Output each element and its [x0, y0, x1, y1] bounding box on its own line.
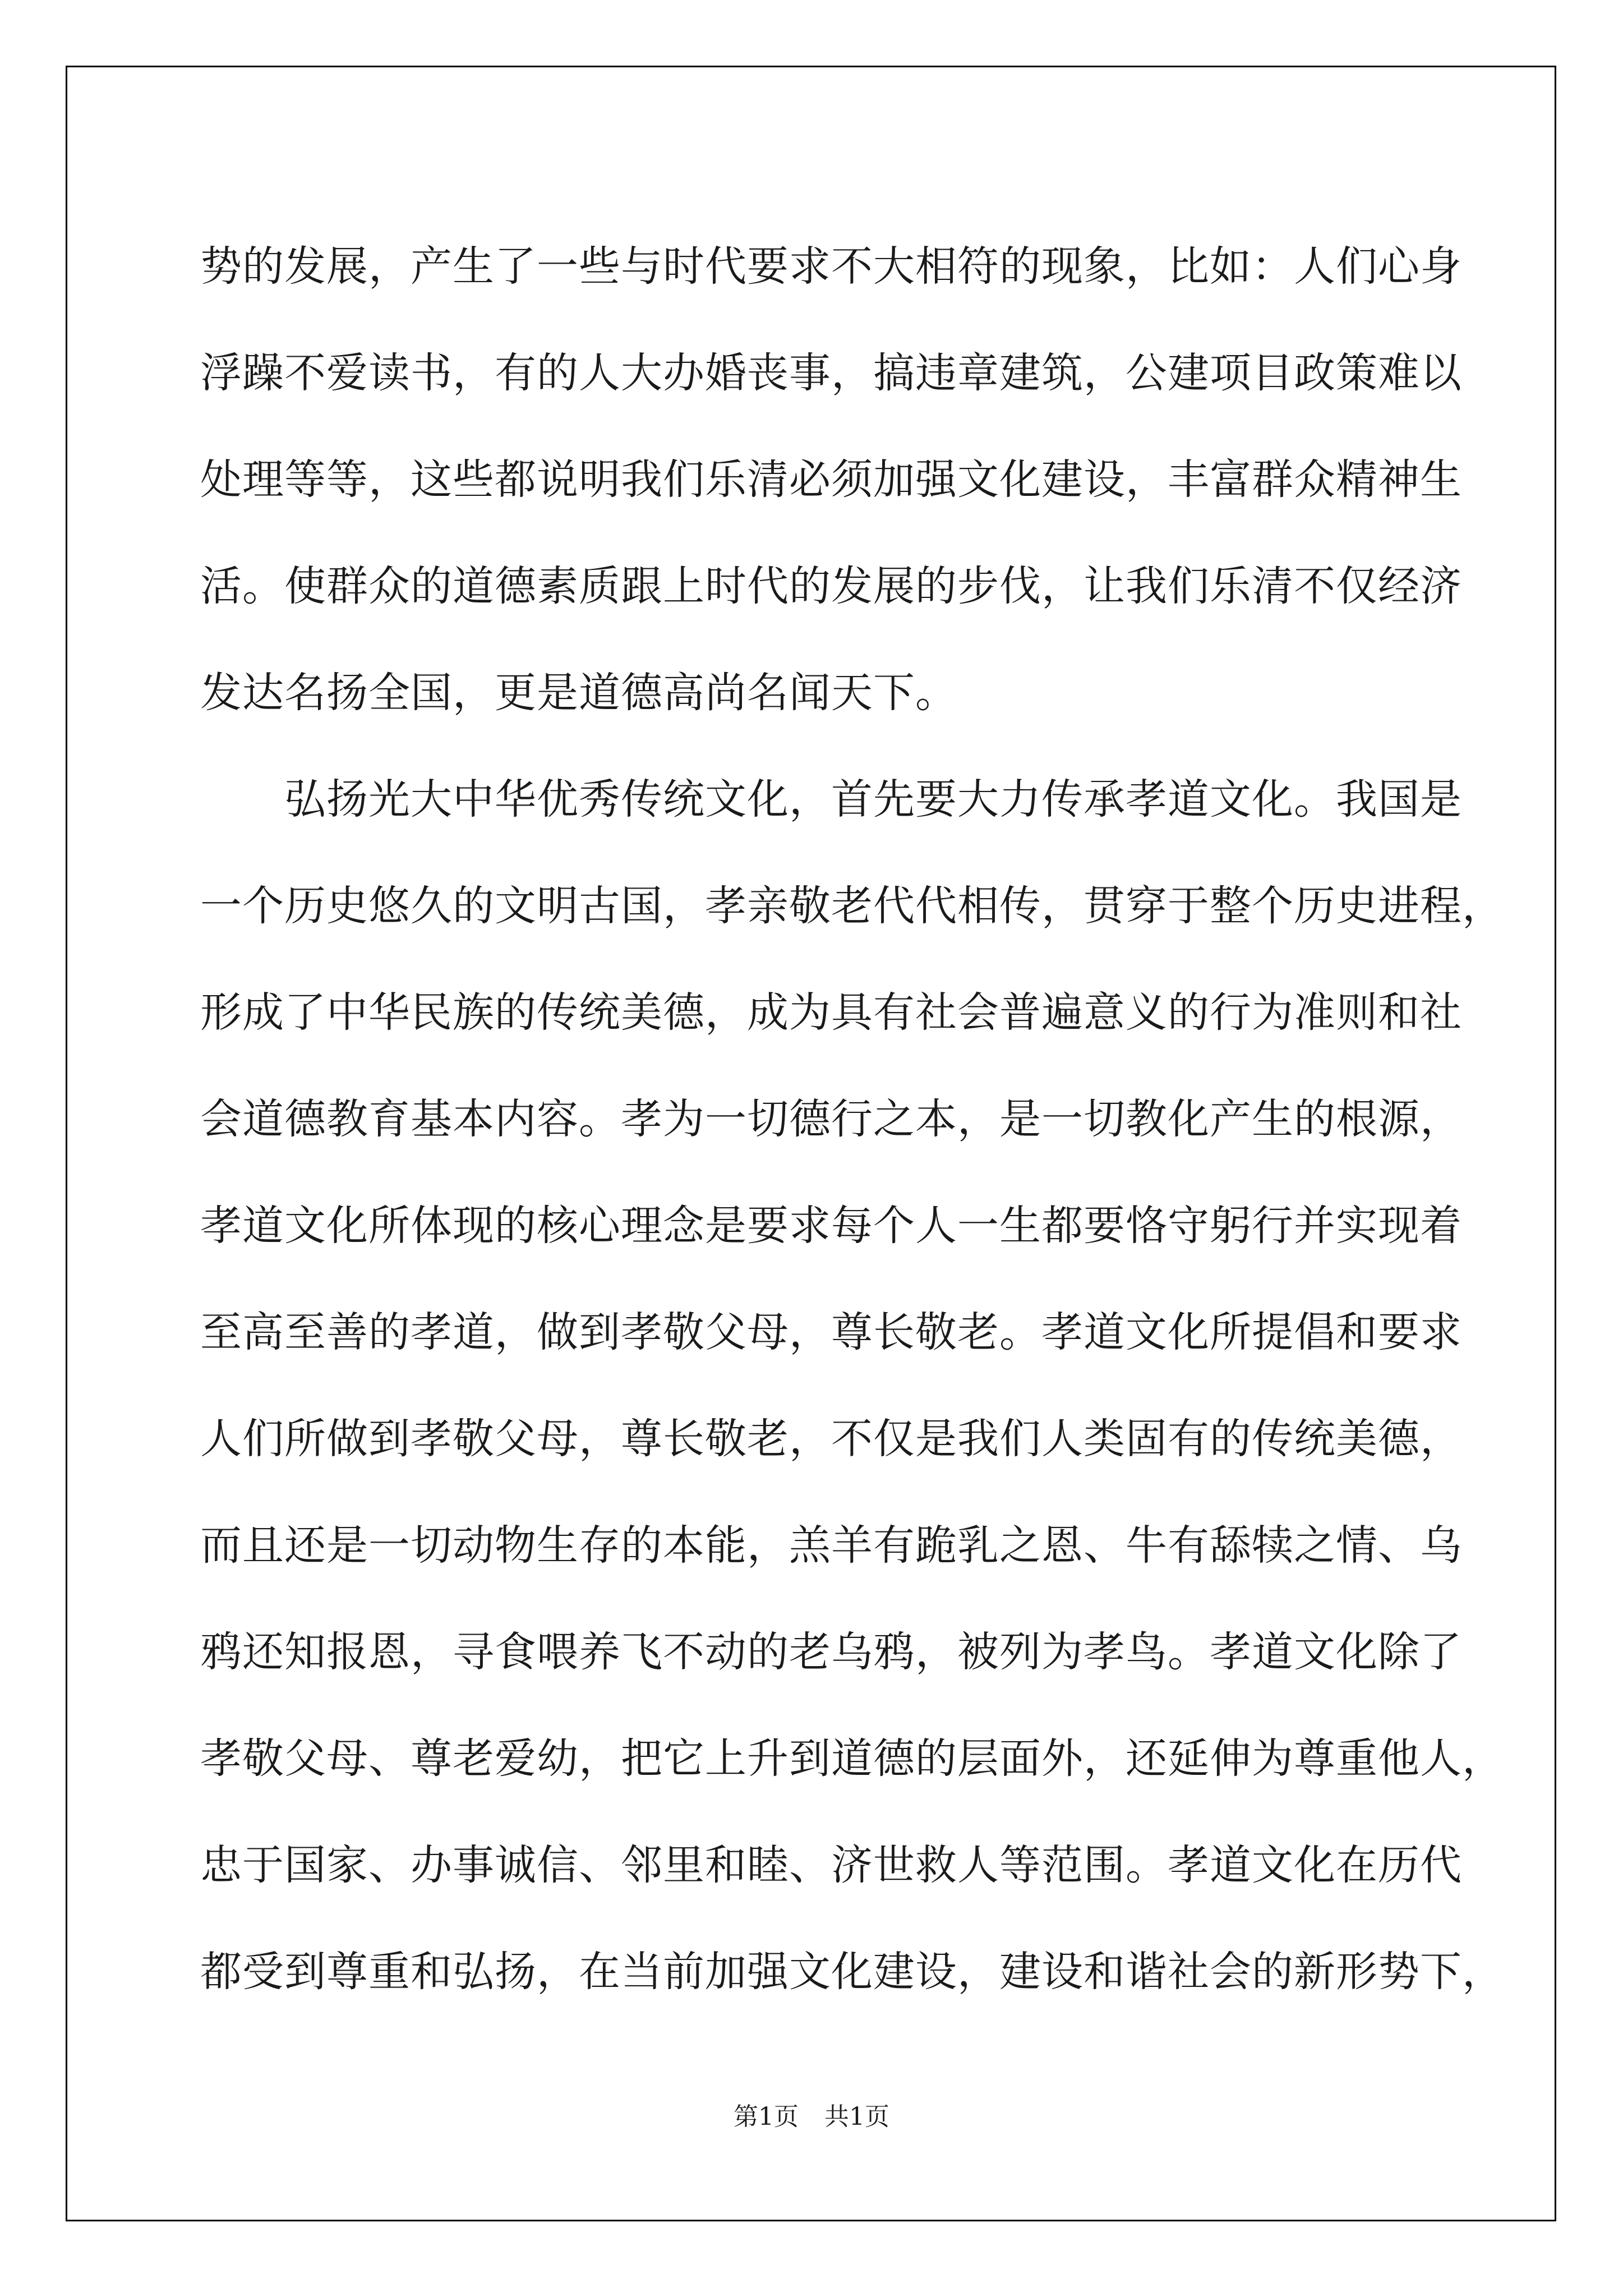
text-line: 一个历史悠久的文明古国，孝亲敬老代代相传，贯穿于整个历史进程， [200, 882, 1504, 930]
text-line: 形成了中华民族的传统美德，成为具有社会普遍意义的行为准则和社 [200, 988, 1462, 1037]
page-total: 共1页 [824, 2102, 889, 2131]
page-number: 第1页 [734, 2102, 799, 2131]
text-line: 孝道文化所体现的核心理念是要求每个人一生都要恪守躬行并实现着 [200, 1202, 1462, 1250]
text-line: 处理等等，这些都说明我们乐清必须加强文化建设，丰富群众精神生 [200, 455, 1462, 504]
text-line: 会道德教育基本内容。孝为一切德行之本，是一切教化产生的根源， [200, 1095, 1462, 1143]
text-line: 忠于国家、办事诚信、邻里和睦、济世救人等范围。孝道文化在历代 [200, 1841, 1462, 1889]
text-line: 弘扬光大中华优秀传统文化，首先要大力传承孝道文化。我国是 [200, 775, 1462, 823]
page-footer [0, 2100, 1623, 2134]
text-line: 鸦还知报恩，寻食喂养飞不动的老乌鸦，被列为孝鸟。孝道文化除了 [200, 1628, 1462, 1676]
text-line: 人们所做到孝敬父母，尊长敬老，不仅是我们人类固有的传统美德， [200, 1415, 1462, 1463]
document-body [200, 213, 1504, 2025]
text-line: 浮躁不爱读书，有的人大办婚丧事，搞违章建筑，公建项目政策难以 [200, 349, 1462, 397]
text-line: 势的发展，产生了一些与时代要求不大相符的现象，比如：人们心身 [200, 242, 1462, 291]
text-line: 至高至善的孝道，做到孝敬父母，尊长敬老。孝道文化所提倡和要求 [200, 1308, 1462, 1356]
text-line: 活。使群众的道德素质跟上时代的发展的步伐，让我们乐清不仅经济 [200, 562, 1462, 610]
text-line: 都受到尊重和弘扬，在当前加强文化建设，建设和谐社会的新形势下， [200, 1948, 1504, 1996]
text-line: 孝敬父母、尊老爱幼，把它上升到道德的层面外，还延伸为尊重他人， [200, 1734, 1504, 1783]
text-line: 而且还是一切动物生存的本能，羔羊有跪乳之恩、牛有舔犊之情、乌 [200, 1521, 1462, 1570]
text-line: 发达名扬全国，更是道德高尚名闻天下。 [200, 669, 957, 717]
